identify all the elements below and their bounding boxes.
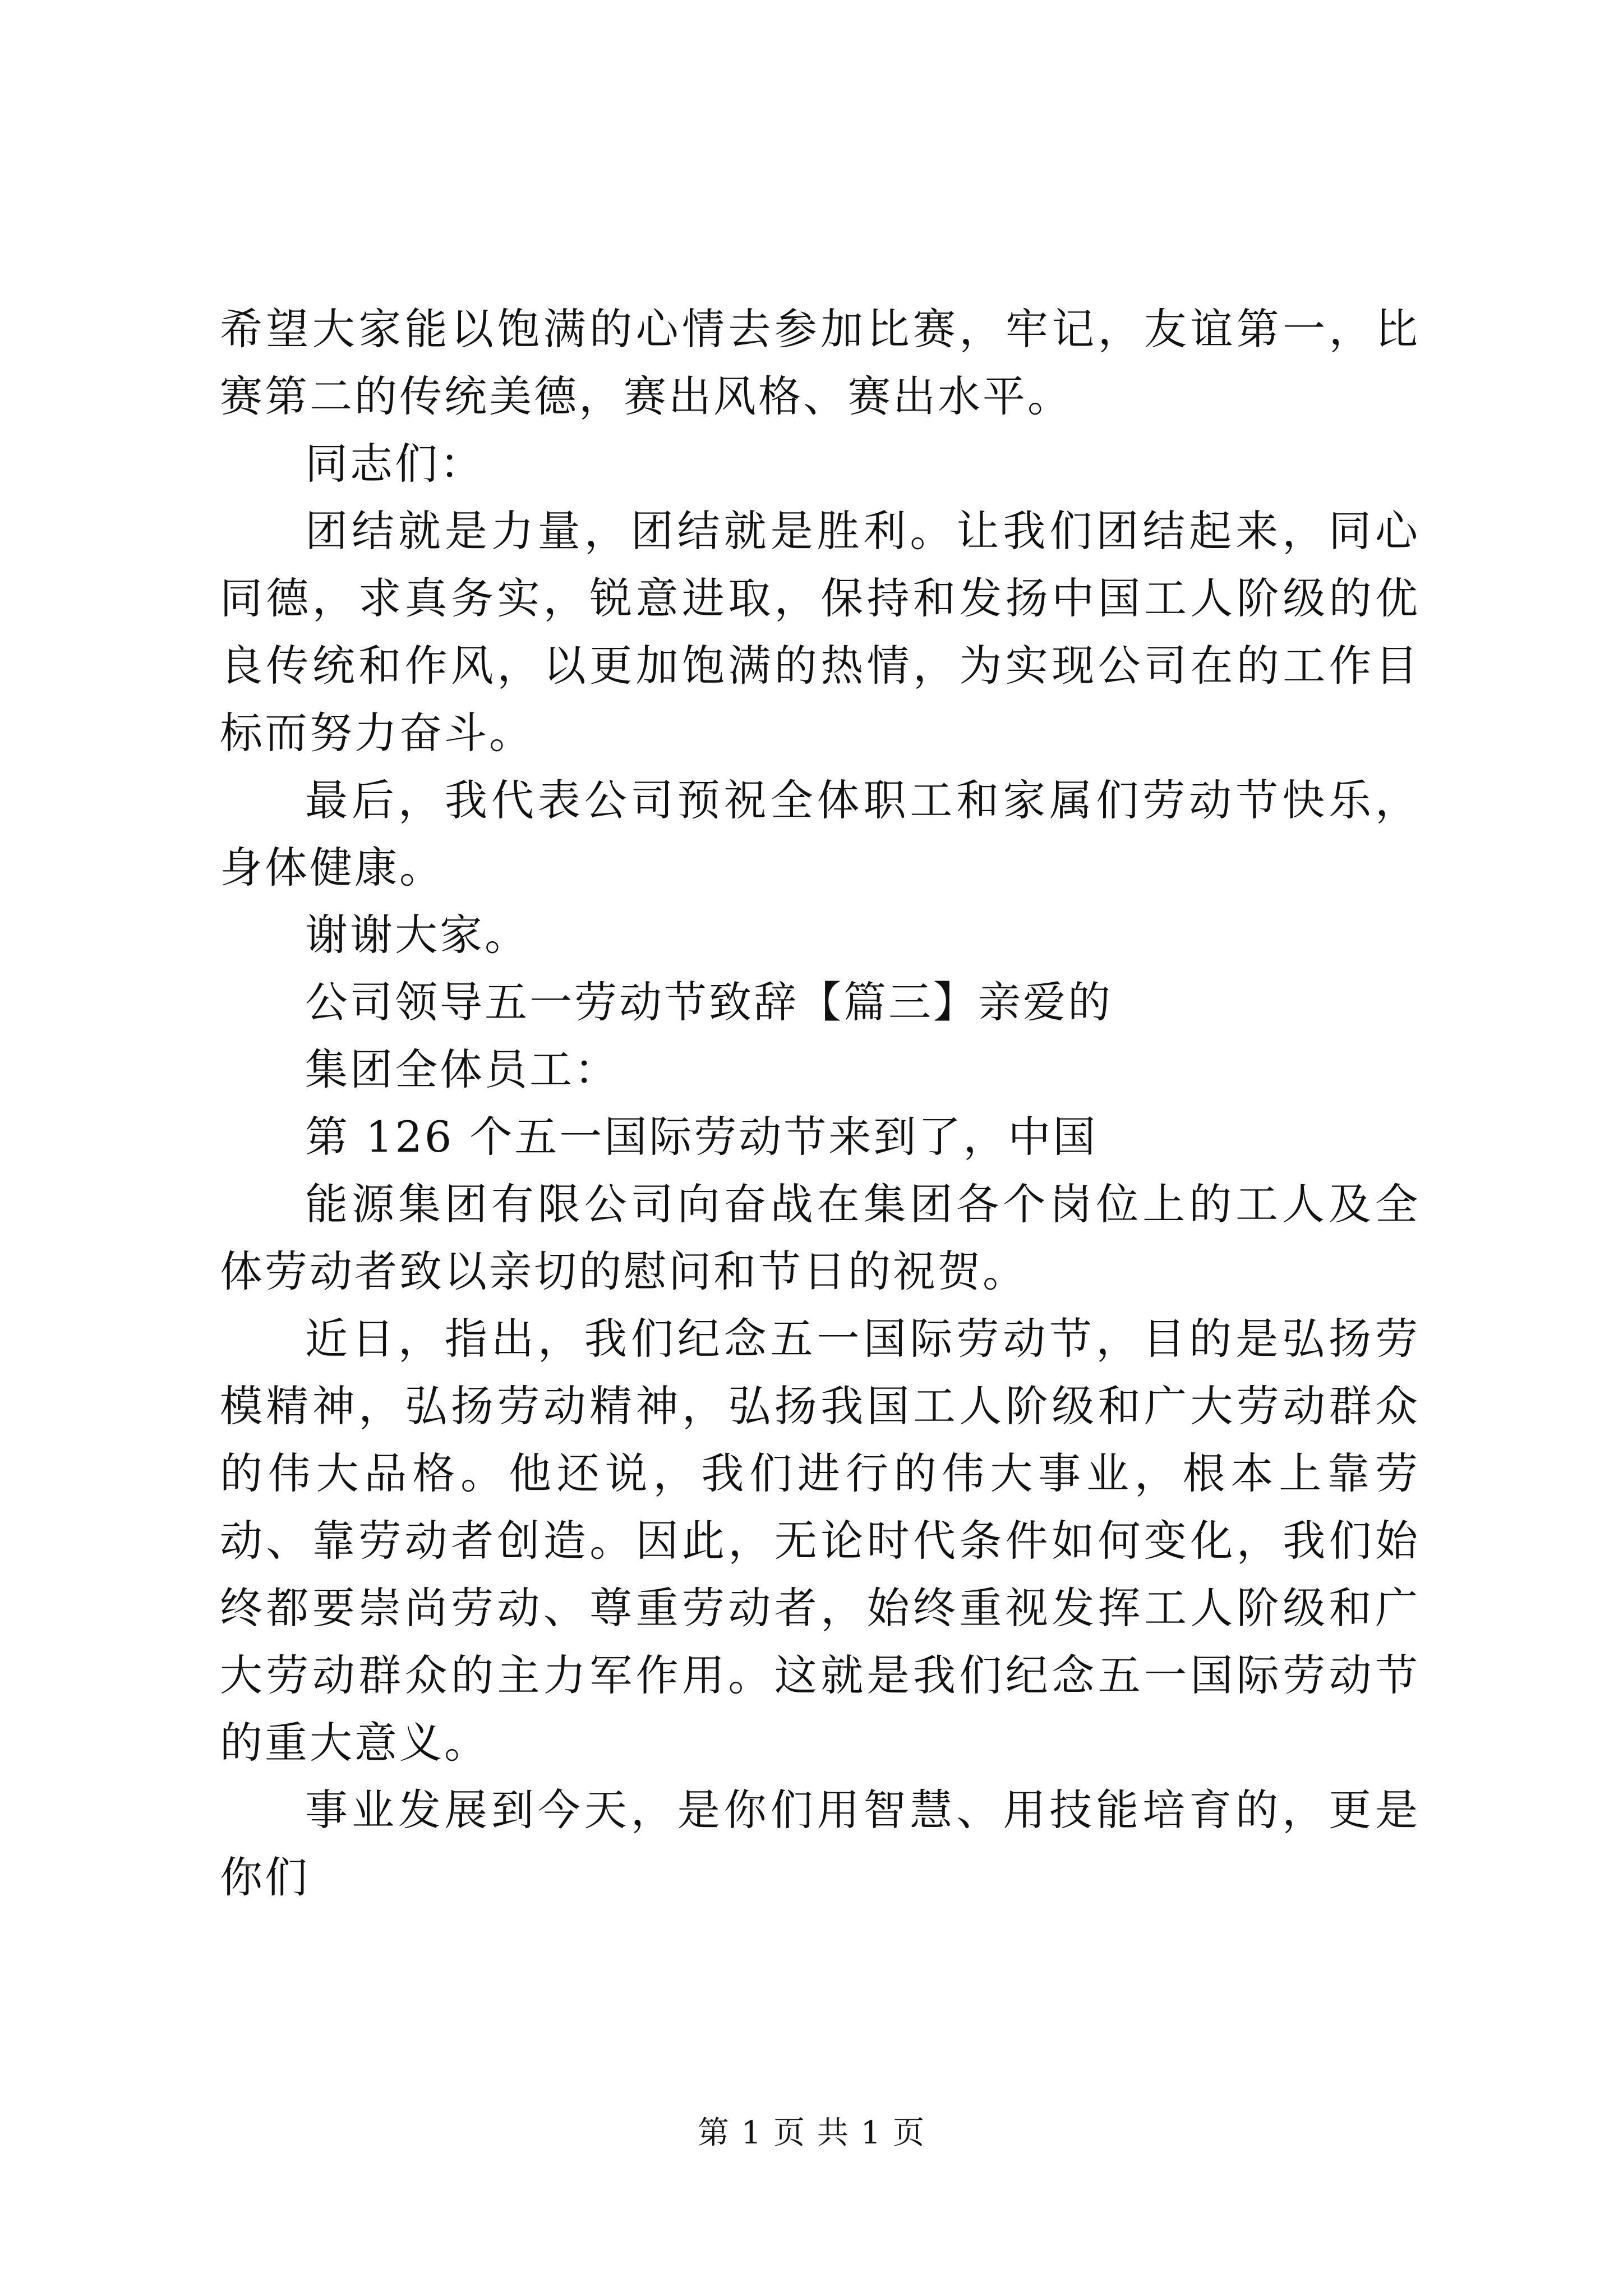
paragraph-1: 希望大家能以饱满的心情去参加比赛，牢记，友谊第一，比赛第二的传统美德，赛出风格、赛出水平。 xyxy=(220,304,1420,421)
paragraph-8: 第 126 个五一国际劳动节来到了，中国 xyxy=(305,1112,1098,1162)
paragraph-2: 同志们： xyxy=(305,439,485,489)
paragraph-10: 近日，指出，我们纪念五一国际劳动节，目的是弘扬劳模精神，弘扬劳动精神，弘扬我国工人阶级和广大劳动群众的伟大品格。他还说，我们进行的伟大事业，根本上靠劳动、靠劳动者创造。因此，无论时代条件如何变化，我们始终都要崇尚劳动、尊重劳动者，始终重视发挥工人阶级和广大劳动群众的主力军作用。这就是我们纪念五一国际劳动节的重大意义。 xyxy=(220,1314,1420,1768)
paragraph-4: 最后，我代表公司预祝全体职工和家属们劳动节快乐，身体健康。 xyxy=(220,775,1420,892)
paragraph-3: 团结就是力量，团结就是胜利。让我们团结起来，同心同德，求真务实，锐意进取，保持和发扬中国工人阶级的优良传统和作风，以更加饱满的热情，为实现公司在的工作目标而努力奋斗。 xyxy=(220,506,1420,758)
paragraph-5: 谢谢大家。 xyxy=(305,910,529,960)
document-body xyxy=(220,296,1420,1911)
paragraph-6: 公司领导五一劳动节致辞【篇三】亲爱的 xyxy=(305,977,1113,1027)
paragraph-9: 能源集团有限公司向奋战在集团各个岗位上的工人及全体劳动者致以亲切的慰问和节日的祝贺。 xyxy=(220,1179,1420,1296)
page-footer: 第 1 页 共 1 页 xyxy=(697,2115,926,2151)
paragraph-11: 事业发展到今天，是你们用智慧、用技能培育的，更是你们 xyxy=(220,1785,1420,1902)
paragraph-7: 集团全体员工： xyxy=(305,1045,619,1094)
